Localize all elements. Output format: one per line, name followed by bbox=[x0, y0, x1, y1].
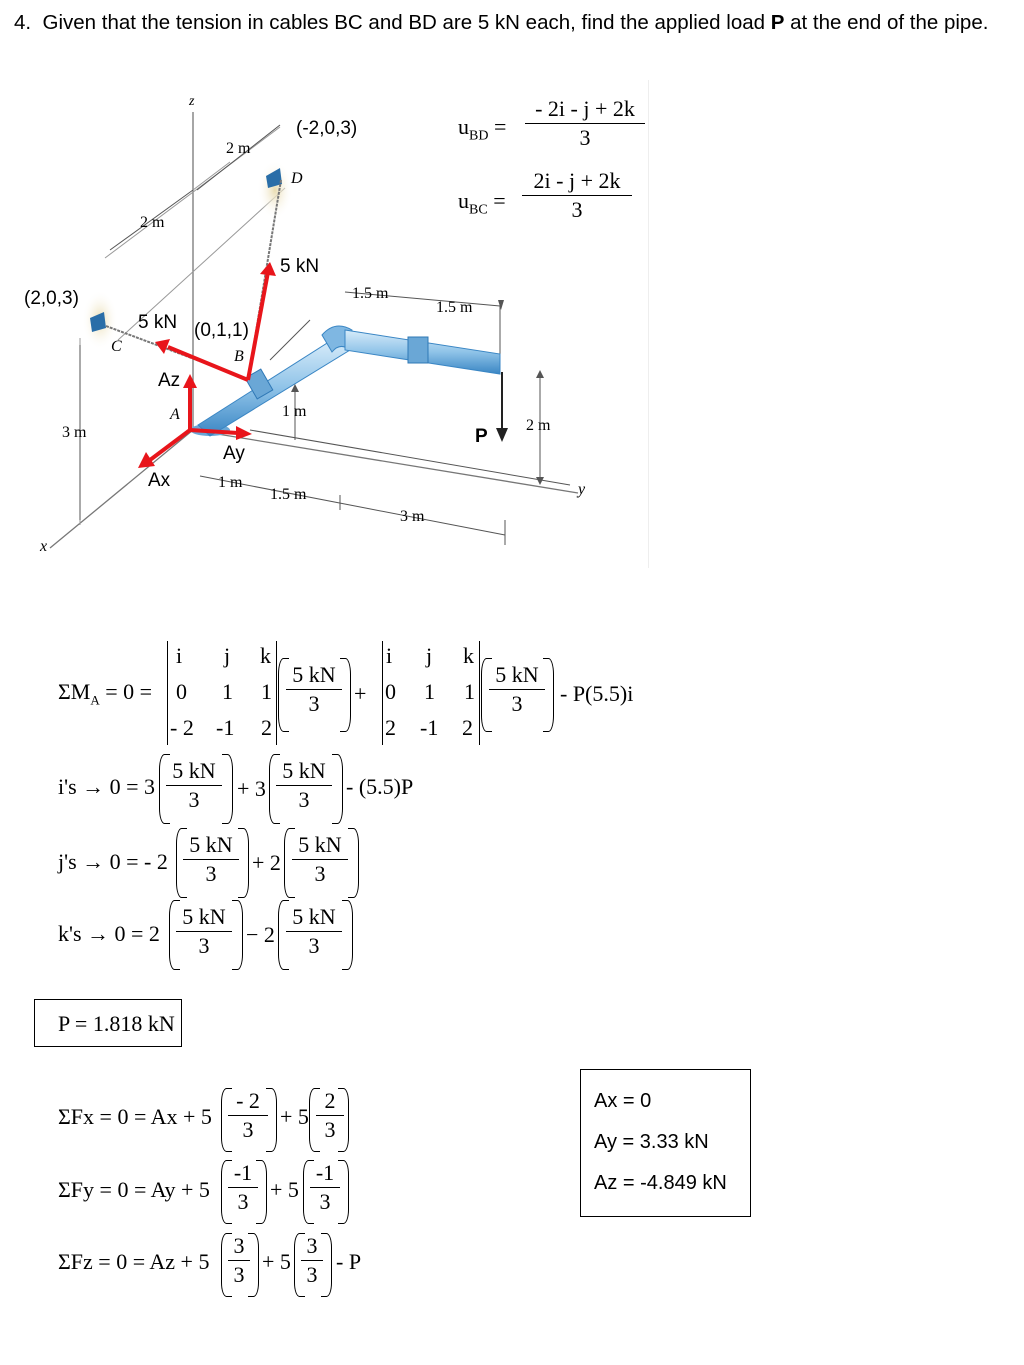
force-arrows bbox=[138, 262, 276, 468]
moment-frac-2: 5 kN 3 bbox=[489, 662, 545, 717]
paren-right bbox=[342, 900, 353, 970]
guide-line bbox=[193, 162, 230, 190]
det2-cell: i bbox=[386, 643, 393, 668]
paren-right bbox=[248, 1233, 259, 1297]
fx-frac-1: - 2 3 bbox=[228, 1088, 268, 1143]
moment-lhs: $\Sigma M_A = 0$ = bbox=[58, 679, 153, 708]
dim-arrow bbox=[498, 300, 504, 310]
reaction-Ax-label: Ax bbox=[148, 470, 171, 491]
dim-1-5m-b: 1.5 m bbox=[436, 299, 473, 316]
det1-cell: 1 bbox=[222, 679, 233, 704]
result-P: P = 1.818 kN bbox=[58, 1011, 175, 1036]
det2-cell: 2 bbox=[385, 715, 396, 740]
uBD-fraction: - 2i - j + 2k 3 bbox=[525, 96, 645, 151]
det1-cell: - 2 bbox=[170, 715, 194, 740]
i-frac-2: 5 kN 3 bbox=[276, 758, 332, 813]
fz-frac-2: 3 3 bbox=[301, 1233, 323, 1288]
problem-text-before: Given that the tension in cables BC and BD are 5 kN each, find the applied load bbox=[42, 11, 771, 34]
det1-cell: -1 bbox=[216, 715, 235, 740]
k-eq-lhs: k's → 0 = 2 bbox=[58, 921, 160, 946]
uBD-symbol: $u_{BD}$ = bbox=[458, 114, 507, 144]
det2-cell: 0 bbox=[385, 679, 396, 704]
fy-frac-1: -1 3 bbox=[228, 1160, 258, 1215]
k-frac-2: 5 kN 3 bbox=[286, 904, 342, 959]
reaction-Az-label: Az bbox=[158, 370, 181, 391]
j-eq-lhs: j's → 0 = - 2 bbox=[58, 849, 168, 874]
fx-eq-lhs: ΣFx = 0 = Ax + 5 bbox=[58, 1104, 212, 1129]
uBC-fraction: 2i - j + 2k 3 bbox=[522, 168, 632, 223]
fz-eq-mid: + 5 bbox=[262, 1249, 291, 1274]
dim-2m-left: 2 m bbox=[140, 214, 165, 231]
dim-3m-bottom: 3 m bbox=[400, 508, 425, 525]
i-frac-1: 5 kN 3 bbox=[166, 758, 222, 813]
moment-frac-1: 5 kN 3 bbox=[286, 662, 342, 717]
dim-2m-right: 2 m bbox=[526, 417, 551, 434]
dim-2m-top: 2 m bbox=[226, 140, 251, 157]
fx-eq-mid: + 5 bbox=[280, 1104, 309, 1129]
uBC-symbol: $u_{BC}$ = bbox=[458, 188, 506, 218]
dim-1-5m-bottom: 1.5 m bbox=[270, 486, 307, 503]
j-frac-2: 5 kN 3 bbox=[292, 832, 348, 887]
paren-right bbox=[348, 828, 359, 898]
j-frac-1: 5 kN 3 bbox=[183, 832, 239, 887]
paren-right bbox=[338, 1088, 349, 1152]
i-eq-lhs: i's → 0 = 3 bbox=[58, 774, 156, 799]
reaction-Ay-label: Ay bbox=[223, 443, 245, 464]
moment-tail: - P(5.5)i bbox=[560, 681, 634, 706]
dim-arrow bbox=[536, 370, 544, 378]
axis-y-label: y bbox=[578, 481, 586, 498]
det1-cell: 1 bbox=[261, 679, 272, 704]
dim-arrow bbox=[536, 477, 544, 485]
paren-right bbox=[543, 658, 554, 732]
load-P-label: P bbox=[475, 426, 488, 447]
paren-right bbox=[256, 1160, 267, 1224]
det1-cell: 0 bbox=[176, 679, 187, 704]
i-eq-tail: - (5.5)P bbox=[346, 774, 414, 799]
problem-text-after: at the end of the pipe. bbox=[784, 11, 989, 34]
det1-cell: i bbox=[176, 643, 183, 668]
problem-number: 4. bbox=[14, 11, 32, 34]
guide-line bbox=[270, 320, 310, 360]
fz-eq-tail: - P bbox=[336, 1249, 362, 1274]
dim-3m-left: 3 m bbox=[62, 424, 87, 441]
support-glow-D bbox=[257, 160, 293, 220]
fz-eq-lhs: ΣFz = 0 = Az + 5 bbox=[58, 1249, 210, 1274]
dim-line bbox=[200, 476, 505, 535]
paren-right bbox=[338, 1160, 349, 1224]
y-axis bbox=[193, 430, 578, 493]
det2-cell: k bbox=[463, 643, 474, 668]
fx-frac-2: 2 3 bbox=[316, 1088, 344, 1143]
dim-1m-vert: 1 m bbox=[282, 403, 307, 420]
paren-right bbox=[321, 1233, 332, 1297]
fy-eq-lhs: ΣFy = 0 = Ay + 5 bbox=[58, 1177, 210, 1202]
load-P-arrowhead bbox=[496, 428, 508, 442]
i-eq-mid: + 3 bbox=[237, 776, 266, 801]
det1-cell: 2 bbox=[261, 715, 272, 740]
det2-cell: 1 bbox=[464, 679, 475, 704]
label-A: A bbox=[170, 406, 180, 423]
force-BD-label: 5 kN bbox=[280, 256, 320, 277]
coord-D: (-2,0,3) bbox=[296, 118, 358, 139]
dim-1m-bottom: 1 m bbox=[218, 474, 243, 491]
reaction-ax: Ax = 0 bbox=[594, 1090, 652, 1112]
paren-right bbox=[340, 658, 351, 732]
reaction-az: Az = -4.849 kN bbox=[594, 1172, 727, 1194]
axis-x-label: x bbox=[40, 538, 48, 555]
x-axis bbox=[50, 430, 193, 548]
det1-cell: k bbox=[260, 643, 271, 668]
det1-cell: j bbox=[224, 643, 231, 668]
force-BC-label: 5 kN bbox=[138, 312, 178, 333]
k-eq-mid: − 2 bbox=[246, 922, 275, 947]
figure-edge bbox=[648, 80, 649, 568]
moment-plus: + bbox=[354, 681, 367, 706]
coord-B: (0,1,1) bbox=[194, 320, 249, 341]
paren-right bbox=[222, 754, 233, 824]
fy-frac-2: -1 3 bbox=[310, 1160, 340, 1215]
paren-right bbox=[238, 828, 249, 898]
label-D: D bbox=[291, 170, 303, 187]
reaction-ay: Ay = 3.33 kN bbox=[594, 1131, 709, 1153]
paren-right bbox=[232, 900, 243, 970]
fy-eq-mid: + 5 bbox=[270, 1177, 299, 1202]
coord-C: (2,0,3) bbox=[24, 288, 79, 309]
paren-right bbox=[332, 754, 343, 824]
det2-cell: 2 bbox=[462, 715, 473, 740]
det2-cell: 1 bbox=[424, 679, 435, 704]
pipe-figure bbox=[0, 80, 660, 570]
pipe-segment-AB bbox=[198, 340, 350, 436]
problem-bold-P: P bbox=[770, 11, 785, 34]
det2-cell: -1 bbox=[420, 715, 439, 740]
label-C: C bbox=[111, 338, 122, 355]
dim-1-5m-a: 1.5 m bbox=[352, 285, 389, 302]
pipe-coupling bbox=[408, 337, 428, 363]
paren-right bbox=[266, 1088, 277, 1152]
fz-frac-1: 3 3 bbox=[228, 1233, 250, 1288]
dim-line bbox=[250, 430, 570, 485]
k-frac-1: 5 kN 3 bbox=[176, 904, 232, 959]
label-B: B bbox=[234, 348, 244, 365]
det2-cell: j bbox=[426, 643, 433, 668]
axis-z-label: z bbox=[189, 94, 195, 109]
problem-statement bbox=[14, 8, 1014, 37]
j-eq-mid: + 2 bbox=[252, 850, 281, 875]
